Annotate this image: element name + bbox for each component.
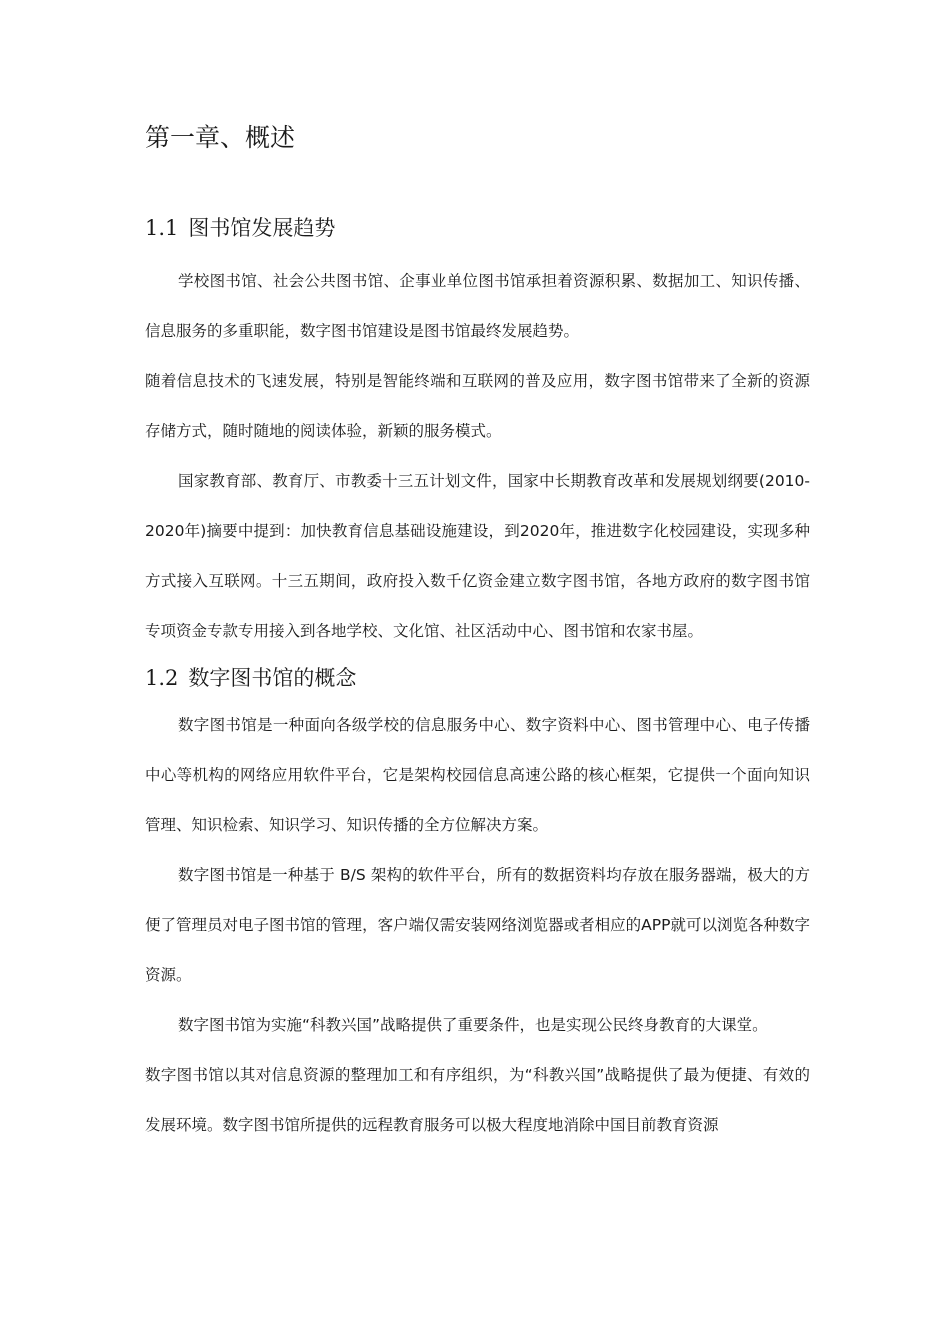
chapter-title: 第一章、概述: [145, 123, 296, 152]
document-body: [145, 112, 810, 1150]
section-digital-library-concept: [145, 656, 810, 1150]
section-heading: [145, 206, 810, 250]
paragraph: 随着信息技术的飞速发展，特别是智能终端和互联网的普及应用，数字图书馆带来了全新的资源存储方式，随时随地的阅读体验，新颖的服务模式。: [145, 372, 810, 440]
section-number: 1.1: [145, 216, 179, 240]
paragraph: 数字图书馆是一种基于 B/S 架构的软件平台，所有的数据资料均存放在服务器端，极大的方便了管理员对电子图书馆的管理，客户端仅需安装网络浏览器或者相应的APP就可以浏览各种数字资源。: [145, 866, 810, 984]
section-title: 图书馆发展趋势: [188, 216, 336, 240]
section-title: 数字图书馆的概念: [188, 666, 357, 690]
section-heading: [145, 656, 810, 700]
section-number: 1.2: [145, 666, 179, 690]
paragraph: 国家教育部、教育厅、市教委十三五计划文件，国家中长期教育改革和发展规划纲要(2010-2020年)摘要中提到：加快教育信息基础设施建设，到2020年，推进数字化校园建设，实现多种方式接入互联网。十三五期间，政府投入数千亿资金建立数字图书馆，各地方政府的数字图书馆专项资金专款专用接入到各地学校、文化馆、社区活动中心、图书馆和农家书屋。: [145, 472, 810, 640]
paragraph: 数字图书馆是一种面向各级学校的信息服务中心、数字资料中心、图书管理中心、电子传播中心等机构的网络应用软件平台，它是架构校园信息高速公路的核心框架，它提供一个面向知识管理、知识检索、知识学习、知识传播的全方位解决方案。: [145, 716, 810, 834]
paragraph: 数字图书馆以其对信息资源的整理加工和有序组织，为“科教兴国”战略提供了最为便捷、有效的发展环境。数字图书馆所提供的远程教育服务可以极大程度地消除中国目前教育资源: [145, 1066, 810, 1134]
section-development-trend: [145, 206, 810, 656]
paragraph: 学校图书馆、社会公共图书馆、企事业单位图书馆承担着资源积累、数据加工、知识传播、信息服务的多重职能，数字图书馆建设是图书馆最终发展趋势。: [145, 272, 810, 340]
paragraph: 数字图书馆为实施“科教兴国”战略提供了重要条件，也是实现公民终身教育的大课堂。: [178, 1016, 768, 1034]
